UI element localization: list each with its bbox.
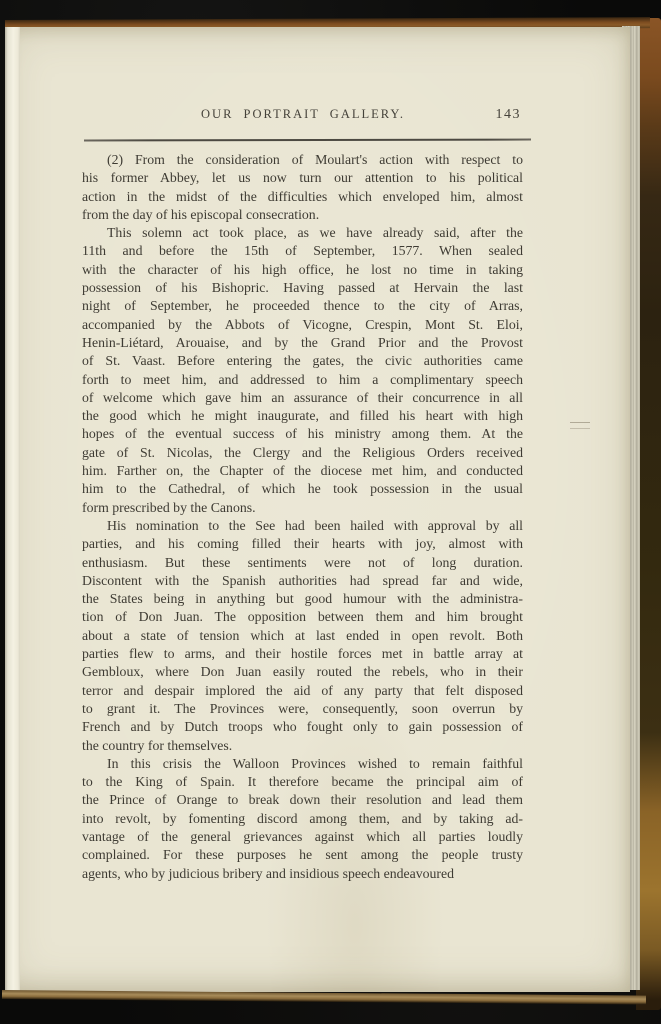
text-line: This solemn act took place, as we have already said, after the bbox=[107, 225, 523, 241]
text-line: form prescribed by the Canons. bbox=[82, 499, 256, 515]
text-line: the States being in anything but good humour with the administra- bbox=[82, 591, 523, 607]
text-line: accompanied by the Abbots of Vicogne, Crespin, Mont St. Eloi, bbox=[82, 316, 523, 332]
text-line: complained. For these purposes he sent among the people trusty bbox=[82, 847, 523, 863]
margin-pencil-mark bbox=[570, 422, 590, 429]
text-line: (2) From the consideration of Moulart's action with respect to bbox=[107, 152, 523, 167]
text-line: about a state of tension which at last ended in open revolt. Both bbox=[82, 627, 523, 643]
text-line: the Prince of Orange to break down their resolution and lead them bbox=[82, 792, 523, 808]
text-line: tion of Don Juan. The opposition between them and him brought bbox=[82, 609, 523, 625]
running-header bbox=[83, 107, 523, 127]
text-line: His nomination to the See had been hailed with approval by all bbox=[107, 517, 523, 533]
paragraph bbox=[82, 224, 523, 517]
text-line: from the day of his episcopal consecration. bbox=[82, 206, 320, 222]
text-line: hopes of the eventual success of his ministry among them. At the bbox=[82, 426, 523, 442]
text-line: possession of his Bishopric. Having passed at Hervain the last bbox=[82, 280, 523, 296]
text-line: him. Farther on, the Chapter of the diocese met him, and conducted bbox=[82, 463, 523, 479]
text-line: Henin-Liétard, Arouaise, and by the Grand Prior and the Provost bbox=[82, 334, 523, 350]
text-line: him to the Cathedral, of which he took possession in the usual bbox=[82, 481, 523, 497]
text-line: In this crisis the Walloon Provinces wished to remain faithful bbox=[107, 755, 523, 771]
text-line: parties flew to arms, and their hostile forces met in battle array at bbox=[82, 646, 523, 662]
text-line: enthusiasm. But these sentiments were not of long duration. bbox=[82, 554, 523, 570]
book-bottom-edge bbox=[2, 990, 646, 1005]
page-number: 143 bbox=[495, 107, 521, 122]
text-line: to the King of Spain. It therefore became the principal aim of bbox=[82, 774, 523, 790]
text-line: agents, who by judicious bribery and insidious speech endeavoured bbox=[82, 865, 455, 881]
paragraph bbox=[82, 755, 523, 883]
text-line: parties, and his coming filled their hearts with joy, almost with bbox=[82, 536, 523, 552]
page-text bbox=[82, 151, 523, 883]
text-line: Gembloux, where Don Juan easily routed the rebels, who in their bbox=[82, 664, 523, 680]
page-fore-edge-left bbox=[5, 27, 20, 992]
text-line: French and by Dutch troops who fought only to gain possession of bbox=[82, 719, 523, 735]
text-line: with the character of his high office, he lost no time in taking bbox=[82, 261, 523, 277]
page-title: OUR PORTRAIT GALLERY. bbox=[201, 107, 405, 121]
text-line: his former Abbey, let us now turn our attention to his political bbox=[82, 170, 523, 186]
paragraph bbox=[82, 517, 523, 755]
text-line: the country for themselves. bbox=[82, 737, 233, 753]
text-line: terror and despair implored the aid of any party that felt disposed bbox=[82, 682, 523, 698]
text-line: Discontent with the Spanish authorities had spread far and wide, bbox=[82, 572, 523, 588]
text-line: the good which he might inaugurate, and filled his heart with high bbox=[82, 408, 523, 424]
text-line: action in the midst of the difficulties which enveloped him, almost bbox=[82, 188, 523, 204]
text-line: forth to meet him, and addressed to him a complimentary speech bbox=[82, 371, 523, 387]
text-line: gate of St. Nicolas, the Clergy and the Religious Orders received bbox=[82, 444, 523, 460]
text-line: night of September, he proceeded thence to the city of Arras, bbox=[82, 298, 523, 314]
text-line: of St. Vaast. Before entering the gates, the civic authorities came bbox=[82, 353, 523, 369]
text-line: into revolt, by fomenting discord among them, and by taking ad- bbox=[82, 810, 523, 826]
text-line: 11th and before the 15th of September, 1577. When sealed bbox=[82, 243, 523, 259]
book-page bbox=[5, 27, 630, 992]
paragraph bbox=[82, 151, 523, 224]
text-line: to grant it. The Provinces were, consequently, soon overrun by bbox=[82, 700, 523, 716]
text-line: of welcome which gave him an assurance of their concurrence in all bbox=[82, 389, 523, 405]
text-line: vantage of the general grievances against which all parties loudly bbox=[82, 828, 523, 844]
header-rule-divider bbox=[84, 139, 531, 141]
